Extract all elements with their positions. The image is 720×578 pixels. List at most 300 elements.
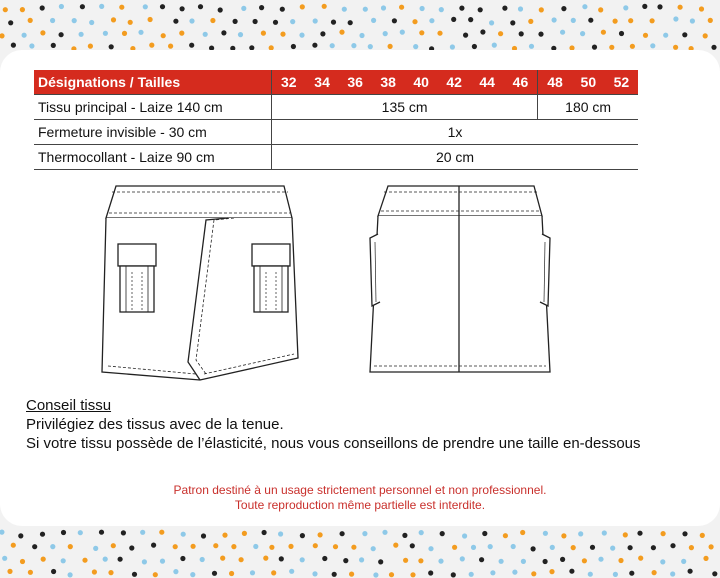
confetti-dot: [521, 559, 526, 564]
confetti-dot: [438, 559, 443, 564]
confetti-dot: [602, 530, 607, 535]
confetti-dot: [151, 543, 156, 548]
confetti-dot: [212, 571, 217, 576]
confetti-dot: [472, 44, 477, 49]
main-fabric-small-sizes: 135 cm: [272, 95, 538, 120]
confetti-dot: [452, 545, 457, 550]
confetti-dot: [288, 544, 293, 549]
confetti-dot: [253, 544, 258, 549]
confetti-dot: [68, 544, 73, 549]
confetti-dot: [40, 5, 45, 10]
confetti-dot: [180, 556, 185, 561]
confetti-dots-top: [0, 0, 720, 52]
confetti-dot: [242, 531, 247, 536]
confetti-dot: [571, 545, 576, 550]
confetti-dot: [459, 6, 464, 11]
confetti-dot: [318, 532, 323, 537]
confetti-dot: [78, 530, 83, 535]
confetti-dot: [389, 572, 394, 577]
confetti-dot: [489, 20, 494, 25]
confetti-dot: [348, 20, 353, 25]
confetti-dot: [103, 557, 108, 562]
confetti-dot: [280, 31, 285, 36]
confetti-dot: [132, 572, 137, 577]
confetti-dot: [582, 4, 587, 9]
confetti-dot: [11, 43, 16, 48]
confetti-dot: [450, 44, 455, 49]
confetti-dot: [582, 558, 587, 563]
confetti-dot: [578, 531, 583, 536]
main-fabric-large-sizes: 180 cm: [538, 95, 638, 120]
confetti-dot: [213, 543, 218, 548]
confetti-dot: [173, 544, 178, 549]
confetti-dot: [28, 570, 33, 575]
confetti-dot: [61, 530, 66, 535]
confetti-dot: [128, 20, 133, 25]
confetti-dot: [502, 6, 507, 11]
confetti-dot: [18, 533, 23, 538]
confetti-dot: [410, 543, 415, 548]
confetti-dot: [393, 543, 398, 548]
advice-title: Conseil tissu: [26, 397, 112, 414]
confetti-dot: [278, 531, 283, 536]
confetti-dot: [331, 20, 336, 25]
confetti-dot: [103, 31, 108, 36]
confetti-dot: [280, 7, 285, 12]
confetti-dot: [88, 44, 93, 49]
confetti-dot: [543, 559, 548, 564]
confetti-dot: [670, 571, 675, 576]
confetti-dot: [253, 19, 258, 24]
confetti-dot: [149, 43, 154, 48]
confetti-dot: [118, 557, 123, 562]
confetti-dot: [80, 4, 85, 9]
confetti-dot: [538, 31, 543, 36]
confetti-dot: [451, 17, 456, 22]
confetti-dot: [222, 533, 227, 538]
confetti-dot: [322, 556, 327, 561]
confetti-dot: [50, 544, 55, 549]
confetti-dot: [428, 570, 433, 575]
confetti-dot: [111, 17, 116, 22]
confetti-dot: [22, 33, 27, 38]
confetti-dot: [161, 33, 166, 38]
confetti-dot: [82, 558, 87, 563]
usage-notice: [0, 483, 720, 513]
confetti-dot: [420, 6, 425, 11]
confetti-dot: [569, 569, 574, 574]
confetti-dot: [359, 557, 364, 562]
confetti-dot: [198, 4, 203, 9]
confetti-dot: [51, 43, 56, 48]
size-46: 46: [504, 70, 538, 95]
size-52: 52: [605, 70, 638, 95]
confetti-dot: [451, 572, 456, 577]
confetti-dot: [688, 569, 693, 574]
confetti-dot: [630, 44, 635, 49]
confetti-dot: [512, 570, 517, 575]
confetti-dot: [333, 544, 338, 549]
confetti-dot: [498, 31, 503, 36]
confetti-dot: [189, 18, 194, 23]
confetti-dot: [543, 531, 548, 536]
confetti-dot: [638, 556, 643, 561]
confetti-dot: [233, 19, 238, 24]
confetti-dot: [8, 20, 13, 25]
fabric-advice: [26, 396, 641, 453]
confetti-dot: [300, 557, 305, 562]
confetti-dot: [661, 531, 666, 536]
confetti-dot: [108, 570, 113, 575]
confetti-dot: [68, 572, 73, 577]
confetti-dot: [610, 546, 615, 551]
confetti-dot: [388, 44, 393, 49]
confetti-dot: [439, 7, 444, 12]
confetti-dot: [0, 530, 4, 535]
confetti-dot: [703, 556, 708, 561]
confetti-dot: [20, 7, 25, 12]
confetti-dot: [168, 44, 173, 49]
confetti-dot: [59, 4, 64, 9]
confetti-dot: [271, 570, 276, 575]
confetti-dot: [210, 18, 215, 23]
confetti-dots-bottom: [0, 526, 720, 578]
confetti-dot: [269, 545, 274, 550]
confetti-dot: [418, 558, 423, 563]
confetti-dot: [709, 544, 714, 549]
confetti-dot: [499, 559, 504, 564]
confetti-dot: [660, 559, 665, 564]
confetti-dot: [330, 43, 335, 48]
confetti-dot: [480, 29, 485, 34]
confetti-dot: [250, 570, 255, 575]
confetti-dot: [229, 571, 234, 576]
confetti-dot: [428, 546, 433, 551]
confetti-dot: [699, 6, 704, 11]
confetti-dot: [629, 571, 634, 576]
confetti-dot: [673, 16, 678, 21]
confetti-dot: [482, 531, 487, 536]
confetti-dot: [320, 31, 325, 36]
confetti-dot: [628, 18, 633, 23]
confetti-dot: [173, 569, 178, 574]
confetti-dot: [619, 31, 624, 36]
row-label-zipper: Fermeture invisible - 30 cm: [34, 120, 272, 145]
confetti-dot: [381, 5, 386, 10]
header-label: Désignations / Tailles: [34, 70, 272, 95]
confetti-dot: [339, 29, 344, 34]
confetti-dot: [529, 44, 534, 49]
confetti-dot: [471, 545, 476, 550]
confetti-dot: [682, 531, 687, 536]
confetti-dot: [703, 33, 708, 38]
confetti-dot: [300, 4, 305, 9]
confetti-dot: [588, 18, 593, 23]
confetti-dot: [571, 18, 576, 23]
confetti-dot: [122, 31, 127, 36]
confetti-dot: [712, 571, 717, 576]
confetti-dot: [289, 569, 294, 574]
confetti-dot: [300, 533, 305, 538]
confetti-dot: [109, 44, 114, 49]
confetti-dot: [29, 43, 34, 48]
confetti-dot: [598, 7, 603, 12]
advice-line-2: Si votre tissu possède de l’élasticité, nous vous conseillons de prendre une taille en-dessous: [26, 435, 641, 452]
confetti-dot: [503, 533, 508, 538]
confetti-dot: [492, 43, 497, 48]
confetti-dot: [92, 569, 97, 574]
confetti-dot: [419, 530, 424, 535]
table-row: [34, 120, 638, 145]
confetti-dot: [40, 532, 45, 537]
confetti-dot: [590, 545, 595, 550]
confetti-dot: [601, 30, 606, 35]
confetti-dot: [143, 4, 148, 9]
confetti-dot: [59, 32, 64, 37]
confetti-dot: [261, 30, 266, 35]
confetti-dot: [613, 572, 618, 577]
confetti-dot: [140, 530, 145, 535]
confetti-dot: [400, 29, 405, 34]
table-row: [34, 95, 638, 120]
confetti-dot: [279, 556, 284, 561]
confetti-dot: [403, 558, 408, 563]
confetti-dot: [119, 5, 124, 10]
confetti-dot: [510, 20, 515, 25]
confetti-dot: [488, 544, 493, 549]
confetti-dot: [462, 533, 467, 538]
confetti-dot: [99, 4, 104, 9]
confetti-dot: [299, 33, 304, 38]
confetti-dot: [560, 557, 565, 562]
confetti-dot: [262, 530, 267, 535]
confetti-dot: [382, 530, 387, 535]
confetti-dot: [50, 18, 55, 23]
confetti-dot: [191, 544, 196, 549]
confetti-dot: [312, 571, 317, 576]
confetti-dot: [663, 33, 668, 38]
confetti-dot: [340, 531, 345, 536]
confetti-dot: [28, 18, 33, 23]
confetti-dot: [332, 572, 337, 577]
confetti-dot: [362, 531, 367, 536]
confetti-dot: [531, 546, 536, 551]
size-38: 38: [372, 70, 405, 95]
size-40: 40: [405, 70, 438, 95]
confetti-dot: [478, 7, 483, 12]
confetti-dot: [623, 5, 628, 10]
confetti-dot: [153, 572, 158, 577]
confetti-dot: [520, 530, 525, 535]
confetti-dot: [689, 545, 694, 550]
confetti-dot: [560, 30, 565, 35]
confetti-dot: [190, 572, 195, 577]
confetti-dot: [231, 544, 236, 549]
fabric-requirements-table: [34, 70, 638, 170]
confetti-dot: [3, 7, 8, 12]
confetti-dot: [51, 569, 56, 574]
confetti-dot: [181, 532, 186, 537]
confetti-dot: [690, 18, 695, 23]
confetti-dot: [383, 31, 388, 36]
confetti-dot: [79, 32, 84, 37]
confetti-dot: [179, 30, 184, 35]
confetti-dot: [652, 570, 657, 575]
confetti-dot: [468, 17, 473, 22]
confetti-dot: [490, 570, 495, 575]
confetti-dot: [550, 545, 555, 550]
confetti-dot: [598, 557, 603, 562]
confetti-dot: [89, 20, 94, 25]
confetti-dot: [371, 546, 376, 551]
confetti-dot: [613, 19, 618, 24]
confetti-dot: [200, 557, 205, 562]
confetti-dot: [160, 559, 165, 564]
confetti-dot: [41, 557, 46, 562]
confetti-dot: [342, 7, 347, 12]
size-32: 32: [272, 70, 306, 95]
confetti-dot: [410, 572, 415, 577]
confetti-dot: [623, 532, 628, 537]
confetti-dot: [99, 530, 104, 535]
confetti-dot: [363, 7, 368, 12]
confetti-dot: [708, 18, 713, 23]
confetti-dot: [351, 545, 356, 550]
skirt-back-drawing: [364, 182, 564, 378]
interfacing-length: 20 cm: [272, 145, 639, 170]
confetti-dot: [479, 557, 484, 562]
confetti-dot: [670, 543, 675, 548]
confetti-dot: [651, 545, 656, 550]
confetti-dot: [650, 18, 655, 23]
confetti-dot: [528, 19, 533, 24]
table-header-row: [34, 70, 638, 95]
confetti-dot: [142, 559, 147, 564]
confetti-dot: [322, 4, 327, 9]
size-36: 36: [339, 70, 372, 95]
confetti-dot: [682, 32, 687, 37]
zipper-quantity: 1x: [272, 120, 639, 145]
confetti-dot: [291, 44, 296, 49]
confetti-dot: [463, 33, 468, 38]
confetti-dot: [273, 20, 278, 25]
confetti-dot: [238, 32, 243, 37]
confetti-dot: [637, 531, 642, 536]
confetti-dot: [469, 572, 474, 577]
confetti-dot: [32, 544, 37, 549]
confetti-dot: [681, 559, 686, 564]
confetti-dot: [518, 6, 523, 11]
confetti-dot: [460, 556, 465, 561]
confetti-dot: [657, 4, 662, 9]
confetti-dot: [399, 5, 404, 10]
confetti-dot: [290, 19, 295, 24]
size-42: 42: [438, 70, 471, 95]
size-34: 34: [306, 70, 339, 95]
size-44: 44: [471, 70, 504, 95]
confetti-dot: [7, 569, 12, 574]
confetti-dot: [180, 6, 185, 11]
confetti-dot: [549, 569, 554, 574]
confetti-dot: [148, 17, 153, 22]
confetti-dot: [11, 543, 16, 548]
confetti-dot: [552, 17, 557, 22]
confetti-dot: [650, 43, 655, 48]
confetti-dot: [20, 559, 25, 564]
confetti-dot: [93, 546, 98, 551]
confetti-dot: [678, 5, 683, 10]
confetti-dot: [359, 33, 364, 38]
confetti-dot: [201, 533, 206, 538]
confetti-dot: [413, 44, 418, 49]
confetti-dot: [0, 33, 5, 38]
confetti-dot: [61, 558, 66, 563]
confetti-dot: [511, 544, 516, 549]
confetti-dot: [588, 572, 593, 577]
notice-line-1: Patron destiné à un usage strictement personnel et non professionnel.: [173, 483, 547, 497]
confetti-dot: [378, 559, 383, 564]
skirt-front-drawing: [96, 182, 318, 388]
confetti-dot: [531, 571, 536, 576]
confetti-dot: [618, 558, 623, 563]
confetti-dot: [259, 5, 264, 10]
confetti-dot: [539, 7, 544, 12]
confetti-dot: [373, 572, 378, 577]
confetti-dot: [2, 556, 7, 561]
confetti-dot: [159, 530, 164, 535]
confetti-dot: [220, 556, 225, 561]
confetti-dot: [138, 30, 143, 35]
confetti-dot: [561, 6, 566, 11]
confetti-dot: [160, 4, 165, 9]
confetti-dot: [203, 32, 208, 37]
confetti-dot: [349, 572, 354, 577]
row-label-main-fabric: Tissu principal - Laize 140 cm: [34, 95, 272, 120]
confetti-dot: [313, 18, 318, 23]
confetti-dot: [313, 543, 318, 548]
confetti-dot: [412, 19, 417, 24]
confetti-dot: [419, 30, 424, 35]
confetti-dot: [392, 18, 397, 23]
confetti-dot: [402, 533, 407, 538]
confetti-dot: [111, 543, 116, 548]
confetti-dot: [129, 545, 134, 550]
confetti-dot: [189, 43, 194, 48]
confetti-dot: [351, 43, 356, 48]
confetti-dot: [263, 556, 268, 561]
confetti-dot: [312, 43, 317, 48]
size-48: 48: [538, 70, 572, 95]
confetti-dot: [218, 7, 223, 12]
confetti-dot: [40, 30, 45, 35]
confetti-dot: [437, 31, 442, 36]
confetti-dot: [643, 33, 648, 38]
confetti-dot: [173, 19, 178, 24]
advice-line-1: Privilégiez des tissus avec de la tenue.: [26, 416, 284, 433]
row-label-interfacing: Thermocollant - Laize 90 cm: [34, 145, 272, 170]
confetti-dot: [519, 31, 524, 36]
confetti-dot: [72, 18, 77, 23]
size-50: 50: [572, 70, 605, 95]
dotted-border-top: [0, 0, 720, 52]
confetti-dot: [241, 6, 246, 11]
confetti-dot: [711, 45, 716, 50]
table-row: [34, 145, 638, 170]
confetti-dot: [371, 18, 376, 23]
confetti-dot: [700, 533, 705, 538]
confetti-dot: [343, 558, 348, 563]
confetti-dot: [429, 18, 434, 23]
